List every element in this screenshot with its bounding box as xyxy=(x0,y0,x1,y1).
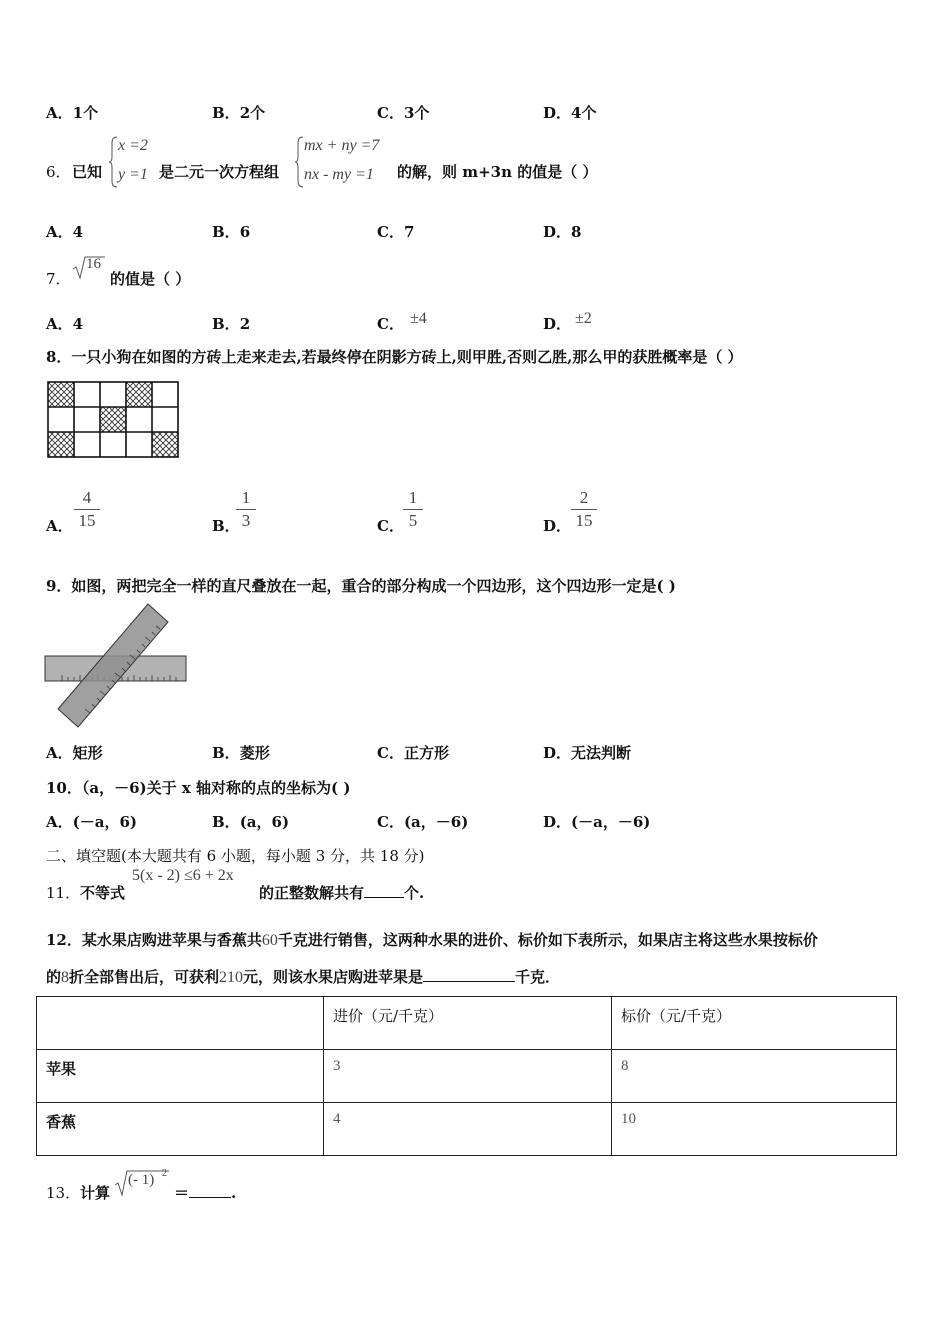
table-cell-cost: 3 xyxy=(324,1050,612,1103)
table-cell-fruit: 香蕉 xyxy=(37,1103,324,1156)
q6-sys2-line1: mx + ny =7 xyxy=(304,137,380,154)
q8-option-a-fraction: 4 15 xyxy=(74,488,100,531)
q5-option-d: D．4个 xyxy=(543,104,597,122)
q6-option-a: A．4 xyxy=(46,223,84,241)
q9-option-b: B．菱形 xyxy=(212,744,270,762)
q13-suffix: ＝ . xyxy=(174,1184,237,1202)
q6-number: 6． xyxy=(46,163,71,181)
q13-exponent: 2 xyxy=(162,1168,167,1179)
q7-number: 7． xyxy=(46,270,71,288)
table-header-cell: 标价（元/千克） xyxy=(612,997,897,1050)
table-row xyxy=(37,1050,897,1103)
q7-option-b: B．2 xyxy=(212,315,251,333)
q10-option-d: D．(－a，－6) xyxy=(543,813,651,831)
shaded-tile xyxy=(152,432,178,457)
q11-number: 11． xyxy=(46,884,81,902)
q12-line1: 12．某水果店购进苹果与香蕉共60千克进行销售，这两种水果的进价、标价如下表所示，如果店主将这些水果按标价 xyxy=(46,931,818,949)
shaded-tile xyxy=(126,382,152,407)
q10-option-b: B．(a，6) xyxy=(212,813,290,831)
q13-answer-blank[interactable] xyxy=(189,1197,231,1198)
q11-suffix: 的正整数解共有 个. xyxy=(259,884,425,902)
q7-radicand: 16 xyxy=(86,256,101,272)
table-cell-fruit: 苹果 xyxy=(37,1050,324,1103)
q10-question: 10．（a，－6)关于 x 轴对称的点的坐标为( ) xyxy=(46,779,351,797)
q6-sys1-line1: x =2 xyxy=(118,137,148,154)
q6-option-d: D．8 xyxy=(543,223,582,241)
q6-suffix: 的解，则 m+3n 的值是（ ） xyxy=(397,163,598,181)
q13-radicand: (- 1) xyxy=(128,1172,155,1188)
q9-rulers-figure xyxy=(44,602,190,730)
q7-option-a: A．4 xyxy=(46,315,84,333)
shaded-tile xyxy=(100,407,126,432)
q7-option-c-value: ±4 xyxy=(410,310,427,327)
q6-middle: 是二元一次方程组 xyxy=(159,163,280,181)
q12-price-table xyxy=(36,996,897,1156)
q5-option-a: A．1个 xyxy=(46,104,99,122)
q8-option-b-fraction: 1 3 xyxy=(236,488,256,531)
table-row xyxy=(37,1103,897,1156)
q7-option-c-letter: C． xyxy=(377,315,404,333)
q8-tile-grid xyxy=(46,380,181,460)
q13-number: 13． xyxy=(46,1184,81,1202)
table-header-row xyxy=(37,997,897,1050)
q7-suffix: 的值是（ ） xyxy=(110,270,191,288)
q8-option-c-fraction: 1 5 xyxy=(403,488,423,531)
q5-option-c: C．3个 xyxy=(377,104,430,122)
table-cell-price: 8 xyxy=(612,1050,897,1103)
q9-option-a: A．矩形 xyxy=(46,744,103,762)
q8-option-d-letter: D． xyxy=(543,517,572,535)
q9-question: 9．如图，两把完全一样的直尺叠放在一起，重合的部分构成一个四边形，这个四边形一定是( ) xyxy=(46,577,676,595)
q8-question: 8．一只小狗在如图的方砖上走来走去,若最终停在阴影方砖上,则甲胜,否则乙胜,那么甲的获胜概率是（ ） xyxy=(46,348,743,366)
q7-option-d-letter: D． xyxy=(543,315,572,333)
q9-option-d: D．无法判断 xyxy=(543,744,632,762)
q6-option-b: B．6 xyxy=(212,223,251,241)
shaded-tile xyxy=(48,382,74,407)
q8-option-b-letter: B． xyxy=(212,517,240,535)
q6-prefix: 已知 xyxy=(72,163,103,181)
q6-sys1-line2: y =1 xyxy=(118,166,148,183)
q13-prefix: 计算 xyxy=(80,1184,111,1202)
q6-brace-1 xyxy=(108,136,118,188)
q8-shaded-tiles xyxy=(48,382,178,457)
q12-answer-blank[interactable] xyxy=(423,981,515,982)
q8-option-d-fraction: 2 15 xyxy=(571,488,597,531)
q5-option-b: B．2个 xyxy=(212,104,266,122)
q8-option-a-letter: A． xyxy=(46,517,73,535)
q9-option-c: C．正方形 xyxy=(377,744,449,762)
table-header-cell: 进价（元/千克） xyxy=(324,997,612,1050)
q6-sys2-line2: nx - my =1 xyxy=(304,166,374,183)
q6-brace-2 xyxy=(294,136,304,188)
q11-prefix: 不等式 xyxy=(80,884,126,902)
q8-option-c-letter: C． xyxy=(377,517,404,535)
shaded-tile xyxy=(48,432,74,457)
table-header-cell xyxy=(37,997,324,1050)
q7-option-d-value: ±2 xyxy=(575,310,592,327)
q6-option-c: C．7 xyxy=(377,223,415,241)
q11-inequality: 5(x - 2) ≤6 + 2x xyxy=(132,867,234,884)
q12-line2: 的8折全部售出后，可获利210元，则该水果店购进苹果是 千克． xyxy=(46,968,561,986)
table-cell-price: 10 xyxy=(612,1103,897,1156)
q10-option-c: C．(a，－6) xyxy=(377,813,469,831)
q11-answer-blank[interactable] xyxy=(364,897,404,898)
section-heading: 二、填空题(本大题共有 6 小题，每小题 3 分，共 18 分) xyxy=(46,847,425,865)
q10-option-a: A．(－a，6) xyxy=(46,813,137,831)
table-cell-cost: 4 xyxy=(324,1103,612,1156)
